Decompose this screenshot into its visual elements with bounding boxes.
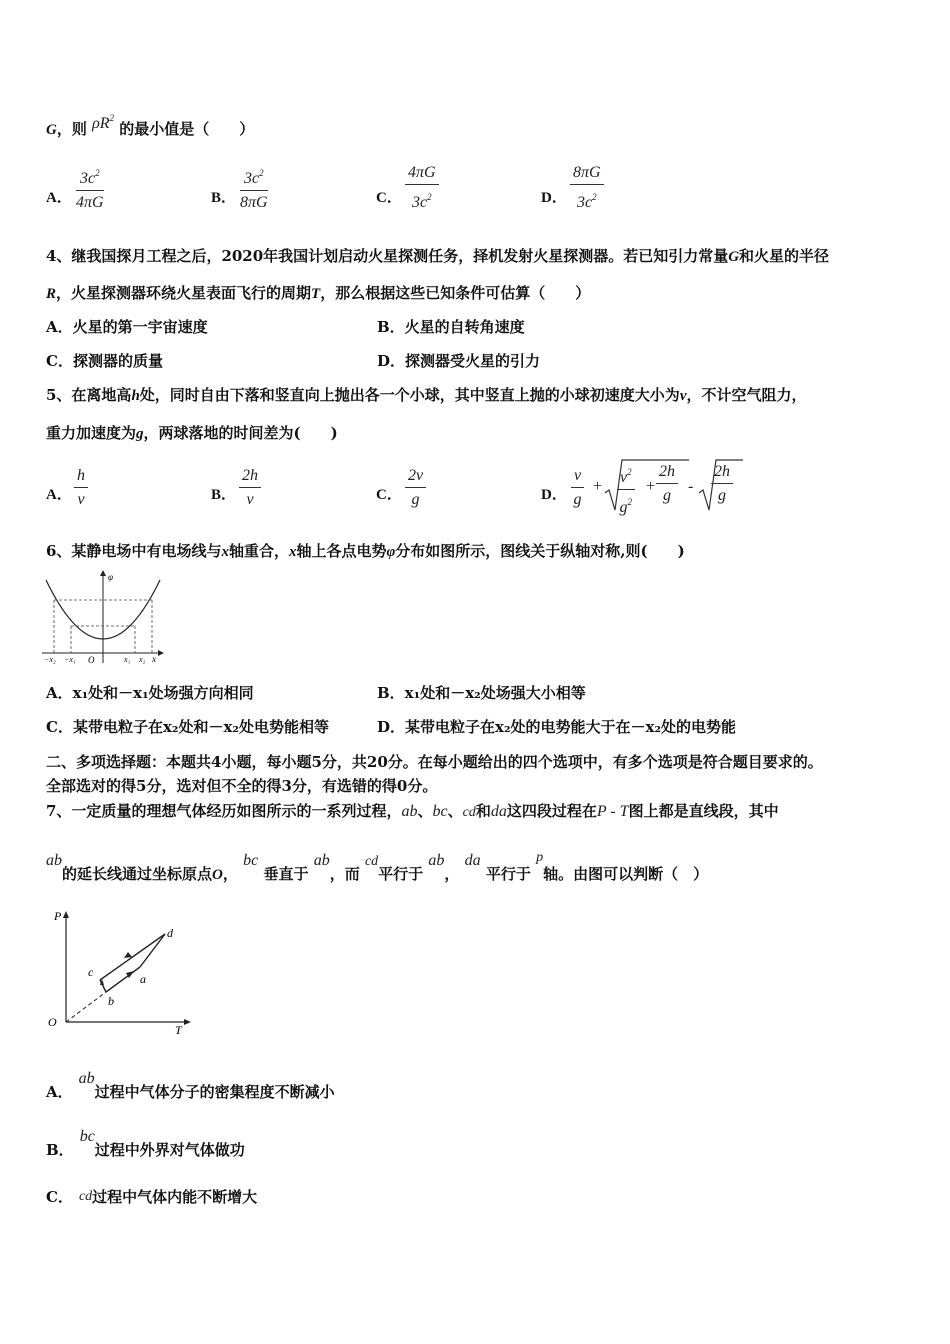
q5-option-c-fraction[interactable]: $\frac{2v}{g}$ — [405, 466, 426, 510]
q5-option-b-label[interactable]: B． — [211, 487, 237, 503]
q5-d-sqrt1-plus: + — [646, 478, 656, 495]
q3-option-a-fraction[interactable]: $\frac{3c^2}{4\pi G}$ — [76, 163, 104, 213]
q6-tick-x2: x₂ — [139, 655, 146, 664]
q5-stem-line1: 5、在离地高h处，同时自由下落和竖直向上抛出各一个小球，其中竖直上抛的小球初速度大小为v，不计空气阻力， — [46, 386, 807, 404]
section2-heading-line1: 二、多项选择题：本题共4小题，每小题5分，共20分。在每小题给出的四个选项中，有多个选项是符合题目要求的。 — [46, 753, 823, 771]
q3-var-g: G — [46, 122, 57, 138]
q5-option-d-label[interactable]: D． — [541, 487, 567, 503]
q6-tick-neg-x1: −x₁ — [64, 655, 76, 664]
q5-d-sqrt2-frac: $\frac{2h}{g}$ — [711, 462, 733, 506]
q7-segment-ab — [106, 967, 140, 992]
q3-option-b-label[interactable]: B． — [211, 190, 237, 206]
q5-option-a-label[interactable]: A． — [46, 487, 72, 503]
q6-y-arrow-icon — [100, 570, 106, 576]
q6-option-d[interactable]: D．某带电粒子在x₂处的电势能大于在－x₂处的电势能 — [377, 718, 737, 736]
q6-x-label: x — [152, 654, 156, 664]
q4-option-c[interactable]: C．探测器的质量 — [46, 352, 163, 370]
q5-d-frac1: $\frac{v}{g}$ — [571, 466, 584, 510]
q6-potential-graph — [40, 568, 170, 668]
q7-ab-extension — [66, 992, 106, 1022]
q7-stem-line2: ab的延长线通过坐标原点O， bc 垂直于 ab，而 cd平行于 ab， da 平行于 p轴。由图可以判断（ ） — [46, 850, 709, 883]
q3-option-c-fraction[interactable]: $\frac{4\pi G}{3c^2}$ — [405, 163, 439, 213]
q5-d-sqrt1-frac1: $\frac{v^2}{g^2}$ — [617, 462, 635, 518]
q6-option-c[interactable]: C．某带电粒子在x₂处和－x₂处电势能相等 — [46, 718, 329, 736]
q4-stem-line2: R，火星探测器环绕火星表面飞行的周期T，那么根据这些已知条件可估算（ ） — [46, 284, 591, 302]
q6-stem: 6、某静电场中有电场线与x轴重合，x轴上各点电势φ分布如图所示，图线关于纵轴对称,则( ) — [46, 542, 685, 560]
q3-stem: G，则 $\rho R^2$ 的最小值是（ ） — [46, 113, 255, 138]
q5-d-plus: + — [593, 478, 603, 495]
q7-point-d: d — [167, 926, 173, 940]
q7-stem-line1: 7、一定质量的理想气体经历如图所示的一系列过程，ab、bc、cd和da这四段过程在P - T图上都是直线段，其中 — [46, 802, 779, 820]
q3-option-d-label[interactable]: D． — [541, 190, 567, 206]
q4-option-a[interactable]: A．火星的第一宇宙速度 — [46, 318, 208, 336]
q5-option-b-fraction[interactable]: $\frac{2h}{v}$ — [239, 466, 261, 510]
q6-option-b[interactable]: B．x₁处和－x₂处场强大小相等 — [377, 684, 586, 702]
q7-point-c: c — [88, 965, 94, 979]
q7-t-label: T — [175, 1023, 182, 1037]
q3-option-c-label[interactable]: C． — [376, 190, 402, 206]
q6-tick-x1: x₁ — [124, 655, 131, 664]
q7-arrow-cd-icon — [124, 952, 132, 958]
q4-option-b[interactable]: B．火星的自转角速度 — [377, 318, 525, 336]
q7-t-arrow-icon — [184, 1019, 191, 1025]
q5-d-sqrt1-frac2: $\frac{2h}{g}$ — [656, 462, 678, 506]
q7-pt-graph — [44, 906, 199, 1038]
q7-segment-bc — [100, 980, 106, 992]
q4-option-d[interactable]: D．探测器受火星的引力 — [377, 352, 541, 370]
q5-stem-line2: 重力加速度为g，两球落地的时间差为( ) — [46, 424, 338, 442]
q3-option-d-fraction[interactable]: $\frac{8\pi G}{3c^2}$ — [570, 163, 604, 213]
q7-p-label: P — [54, 909, 62, 923]
section2-heading-line2: 全部选对的得5分，选对但不全的得3分，有选错的得0分。 — [46, 777, 438, 795]
q7-point-a: a — [140, 972, 146, 986]
q3-option-a-label[interactable]: A． — [46, 190, 72, 206]
q7-option-a[interactable]: A．ab过程中气体分子的密集程度不断减小 — [46, 1070, 335, 1101]
q4-stem-line1: 4、继我国探月工程之后，2020年我国计划启动火星探测任务，择机发射火星探测器。若已知引力常量G和火星的半径 — [46, 247, 830, 265]
q6-option-a[interactable]: A．x₁处和－x₁处场强方向相同 — [46, 684, 254, 702]
q7-option-c[interactable]: C． cd过程中气体内能不断增大 — [46, 1188, 258, 1206]
q5-d-minus: - — [688, 478, 694, 495]
q3-option-b-fraction[interactable]: $\frac{3c^2}{8\pi G}$ — [240, 163, 268, 213]
q6-origin-label: O — [88, 655, 95, 665]
q6-x-arrow-icon — [158, 650, 164, 656]
q6-tick-neg-x2: −x₂ — [44, 655, 56, 664]
q7-p-arrow-icon — [63, 911, 69, 918]
q7-option-b[interactable]: B．bc过程中外界对气体做功 — [46, 1128, 245, 1159]
q5-option-a-fraction[interactable]: $\frac{h}{v}$ — [74, 466, 88, 510]
q7-segment-da — [140, 934, 165, 967]
q3-expr: $\rho R^2$ — [92, 113, 115, 132]
q7-point-b: b — [108, 994, 114, 1008]
q6-phi-label: φ — [108, 572, 113, 582]
q7-origin-label: O — [48, 1015, 57, 1029]
q5-option-c-label[interactable]: C． — [376, 487, 402, 503]
